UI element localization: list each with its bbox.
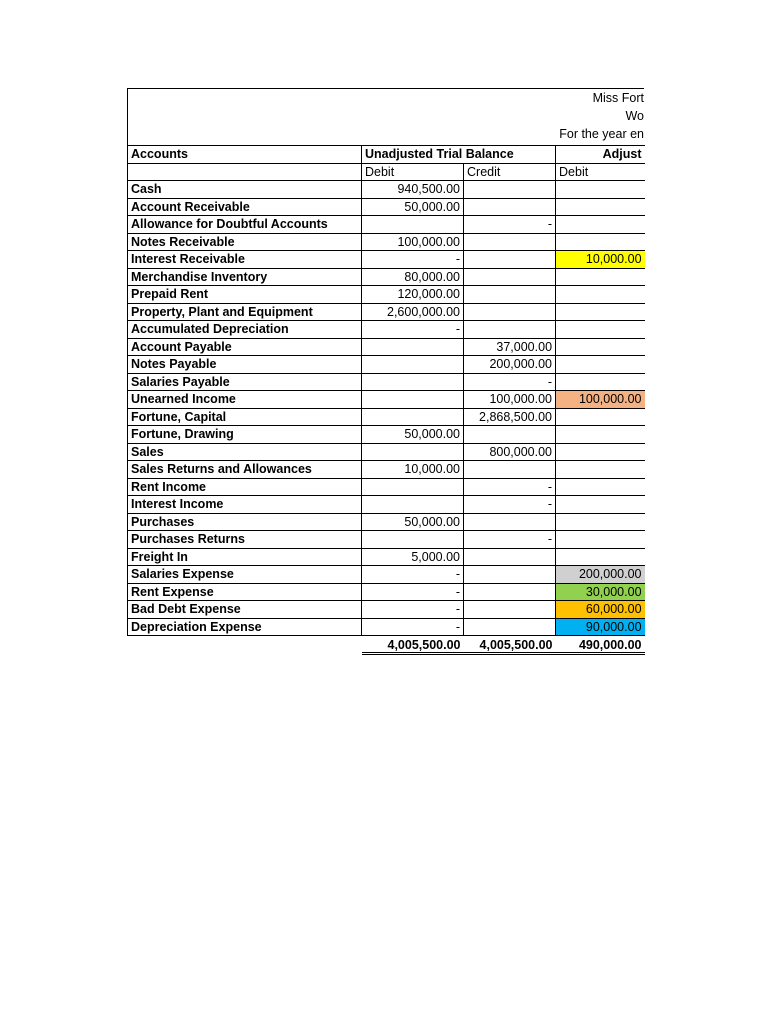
debit-cell: [362, 373, 464, 391]
debit-cell: 50,000.00: [362, 198, 464, 216]
debit-cell: -: [362, 566, 464, 584]
debit-cell: [362, 496, 464, 514]
credit-header: Credit: [464, 163, 556, 181]
adjustment-debit-cell: [556, 286, 645, 304]
total-debit: 4,005,500.00: [362, 636, 464, 654]
total-adjustments-debit: 490,000.00: [556, 636, 645, 654]
account-name: Sales Returns and Allowances: [128, 461, 362, 479]
credit-cell: 200,000.00: [464, 356, 556, 374]
adjustment-debit-cell: [556, 548, 645, 566]
adjustment-debit-cell: [556, 268, 645, 286]
worksheet: [127, 88, 644, 655]
accounts-subheader-blank: [128, 163, 362, 181]
table-row: [128, 391, 645, 409]
account-name: Fortune, Capital: [128, 408, 362, 426]
debit-cell: -: [362, 321, 464, 339]
adjustment-debit-cell: [556, 443, 645, 461]
adjustment-debit-cell: [556, 478, 645, 496]
account-rows: [128, 181, 645, 636]
debit-cell: [362, 408, 464, 426]
account-name: Salaries Expense: [128, 566, 362, 584]
account-name: Purchases Returns: [128, 531, 362, 549]
credit-cell: 100,000.00: [464, 391, 556, 409]
totals-row: [128, 636, 645, 654]
account-name: Accumulated Depreciation: [128, 321, 362, 339]
debit-cell: 120,000.00: [362, 286, 464, 304]
adjustment-debit-cell: [556, 408, 645, 426]
credit-cell: [464, 566, 556, 584]
credit-cell: 2,868,500.00: [464, 408, 556, 426]
credit-cell: 37,000.00: [464, 338, 556, 356]
table-row: [128, 216, 645, 234]
adjustment-debit-cell: [556, 216, 645, 234]
credit-cell: [464, 583, 556, 601]
debit-cell: 80,000.00: [362, 268, 464, 286]
table-row: [128, 198, 645, 216]
credit-cell: [464, 303, 556, 321]
table-row: [128, 443, 645, 461]
table-row: [128, 513, 645, 531]
table-row: [128, 356, 645, 374]
adjustment-debit-cell: 10,000.00: [556, 251, 645, 269]
table-row: [128, 268, 645, 286]
account-name: Allowance for Doubtful Accounts: [128, 216, 362, 234]
debit-cell: 10,000.00: [362, 461, 464, 479]
adjustment-debit-cell: 60,000.00: [556, 601, 645, 619]
account-name: Depreciation Expense: [128, 618, 362, 636]
table-row: [128, 461, 645, 479]
debit-cell: 50,000.00: [362, 513, 464, 531]
credit-cell: [464, 426, 556, 444]
account-name: Interest Income: [128, 496, 362, 514]
credit-cell: [464, 286, 556, 304]
table-row: [128, 618, 645, 636]
credit-cell: [464, 181, 556, 199]
adjustment-debit-cell: 100,000.00: [556, 391, 645, 409]
adjustment-debit-cell: [556, 181, 645, 199]
adjustment-debit-cell: [556, 321, 645, 339]
account-name: Rent Expense: [128, 583, 362, 601]
title-line-period: For the year en: [559, 127, 644, 141]
debit-cell: -: [362, 601, 464, 619]
trial-balance-table: [127, 145, 645, 655]
debit-cell: [362, 531, 464, 549]
debit-cell: [362, 391, 464, 409]
table-row: [128, 303, 645, 321]
title-line-worksheet: Wo: [625, 109, 644, 123]
totals-label-blank: [128, 636, 362, 654]
table-row: [128, 426, 645, 444]
total-credit: 4,005,500.00: [464, 636, 556, 654]
account-name: Account Receivable: [128, 198, 362, 216]
table-row: [128, 373, 645, 391]
table-row: [128, 338, 645, 356]
debit-header: Debit: [362, 163, 464, 181]
account-name: Notes Payable: [128, 356, 362, 374]
adjustment-debit-cell: [556, 496, 645, 514]
table-row: [128, 321, 645, 339]
adjustment-debit-cell: [556, 233, 645, 251]
credit-cell: [464, 618, 556, 636]
account-name: Cash: [128, 181, 362, 199]
credit-cell: [464, 321, 556, 339]
credit-cell: [464, 268, 556, 286]
debit-credit-header-row: [128, 163, 645, 181]
debit-cell: 5,000.00: [362, 548, 464, 566]
credit-cell: [464, 198, 556, 216]
debit-cell: [362, 216, 464, 234]
table-row: [128, 548, 645, 566]
debit-cell: -: [362, 618, 464, 636]
table-row: [128, 233, 645, 251]
account-name: Notes Receivable: [128, 233, 362, 251]
credit-cell: -: [464, 216, 556, 234]
adjustments-header: Adjust: [556, 146, 645, 164]
column-group-header-row: [128, 146, 645, 164]
account-name: Bad Debt Expense: [128, 601, 362, 619]
adjustment-debit-cell: [556, 303, 645, 321]
account-name: Account Payable: [128, 338, 362, 356]
table-row: [128, 601, 645, 619]
credit-cell: -: [464, 373, 556, 391]
account-name: Interest Receivable: [128, 251, 362, 269]
adjustment-debit-cell: 30,000.00: [556, 583, 645, 601]
title-line-company: Miss Fort: [592, 91, 644, 105]
account-name: Property, Plant and Equipment: [128, 303, 362, 321]
adjustment-debit-cell: [556, 356, 645, 374]
adjustment-debit-cell: [556, 338, 645, 356]
table-row: [128, 496, 645, 514]
adjustment-debit-cell: 200,000.00: [556, 566, 645, 584]
account-name: Freight In: [128, 548, 362, 566]
account-name: Purchases: [128, 513, 362, 531]
table-row: [128, 181, 645, 199]
credit-cell: [464, 601, 556, 619]
debit-cell: [362, 478, 464, 496]
adjustments-debit-header: Debit: [556, 163, 645, 181]
credit-cell: -: [464, 478, 556, 496]
debit-cell: -: [362, 251, 464, 269]
table-row: [128, 531, 645, 549]
debit-cell: [362, 356, 464, 374]
adjustment-debit-cell: [556, 513, 645, 531]
credit-cell: 800,000.00: [464, 443, 556, 461]
credit-cell: [464, 461, 556, 479]
table-row: [128, 566, 645, 584]
account-name: Unearned Income: [128, 391, 362, 409]
account-name: Merchandise Inventory: [128, 268, 362, 286]
credit-cell: [464, 233, 556, 251]
unadjusted-trial-balance-header: Unadjusted Trial Balance: [362, 146, 556, 164]
credit-cell: -: [464, 531, 556, 549]
debit-cell: [362, 338, 464, 356]
account-name: Salaries Payable: [128, 373, 362, 391]
debit-cell: [362, 443, 464, 461]
table-row: [128, 478, 645, 496]
credit-cell: [464, 548, 556, 566]
adjustment-debit-cell: [556, 198, 645, 216]
table-row: [128, 408, 645, 426]
credit-cell: [464, 513, 556, 531]
adjustment-debit-cell: [556, 373, 645, 391]
debit-cell: 940,500.00: [362, 181, 464, 199]
worksheet-title-block: [127, 88, 644, 145]
credit-cell: [464, 251, 556, 269]
account-name: Prepaid Rent: [128, 286, 362, 304]
adjustment-debit-cell: 90,000.00: [556, 618, 645, 636]
table-row: [128, 583, 645, 601]
accounts-header: Accounts: [128, 146, 362, 164]
table-row: [128, 286, 645, 304]
adjustment-debit-cell: [556, 531, 645, 549]
debit-cell: 2,600,000.00: [362, 303, 464, 321]
account-name: Fortune, Drawing: [128, 426, 362, 444]
debit-cell: -: [362, 583, 464, 601]
credit-cell: -: [464, 496, 556, 514]
account-name: Rent Income: [128, 478, 362, 496]
debit-cell: 100,000.00: [362, 233, 464, 251]
adjustment-debit-cell: [556, 461, 645, 479]
table-row: [128, 251, 645, 269]
account-name: Sales: [128, 443, 362, 461]
debit-cell: 50,000.00: [362, 426, 464, 444]
adjustment-debit-cell: [556, 426, 645, 444]
